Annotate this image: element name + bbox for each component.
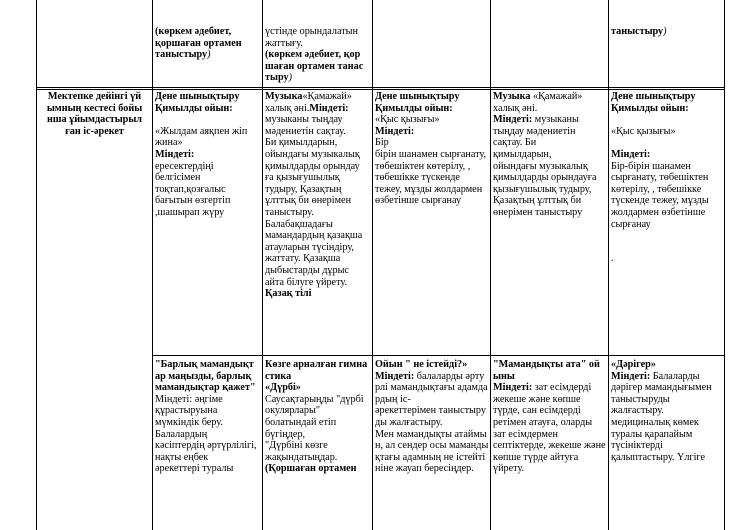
- text-run: «Қыс қызығы»: [611, 125, 676, 137]
- cell-text-line: [265, 207, 371, 219]
- text-run: Музыка: [493, 91, 531, 102]
- cell-text-line: [375, 371, 489, 383]
- text-run: көпше түрде айтуға: [493, 451, 579, 463]
- text-run: бірін шанамен сырғанату,: [375, 148, 487, 160]
- cell-text-line: [265, 253, 371, 265]
- text-run: Қимылды ойын:: [155, 102, 233, 114]
- cell-text-line: [155, 207, 261, 219]
- text-run: мамандықтар қажет": [155, 382, 256, 394]
- text-run: Міндеті:: [375, 370, 415, 382]
- cell-text-line: [611, 394, 723, 406]
- cell-text-line: [375, 429, 489, 441]
- bot-cell-col2: [155, 359, 261, 475]
- text-run: мамандардың қазақша: [265, 230, 363, 242]
- text-run: үстінде орындалатын: [265, 26, 358, 37]
- mid-cell-col4: [375, 91, 489, 207]
- text-run: «Дүрбі»: [265, 382, 301, 394]
- text-run: тыру: [265, 72, 289, 84]
- text-run: Бір-бірін шанамен: [611, 160, 691, 172]
- cell-text-line: [155, 463, 261, 475]
- text-run: нақты еңбек: [155, 451, 209, 463]
- table-border-col5: [490, 0, 491, 530]
- mid-cell-col2: [155, 91, 261, 219]
- cell-text-line: [611, 103, 723, 115]
- cell-text-line: [493, 103, 607, 115]
- text-run: Міндеті:: [611, 370, 651, 382]
- text-run: (көркем әдебиет, қор: [265, 49, 361, 61]
- text-run: түскенде тежеу, мұзды: [611, 195, 709, 207]
- table-border-left: [36, 0, 37, 530]
- text-run: жалғастыру.: [611, 405, 664, 417]
- cell-text-line: [155, 126, 261, 138]
- text-run: музыканы тыңдау: [265, 114, 343, 126]
- cell-text-line: [155, 161, 261, 173]
- cell-text-line: [493, 405, 607, 417]
- cell-text-line: [375, 114, 489, 126]
- cell-text-line: [265, 72, 371, 84]
- text-run: «Қамажай»: [302, 91, 352, 102]
- text-run: Міндеті:: [493, 114, 533, 126]
- cell-text-line: [155, 26, 261, 38]
- text-run: Көзге арналған гимна: [265, 359, 368, 370]
- cell-text-line: [265, 219, 371, 231]
- text-run: Міндеті: әңгіме: [155, 393, 223, 405]
- text-run: септіктерде, жекеше және: [493, 440, 606, 452]
- text-run: ересектердіңі: [155, 160, 214, 172]
- text-run: Саусақтарыңды "дүрбі: [265, 393, 364, 405]
- cell-text-line: [155, 114, 261, 126]
- cell-text-line: [265, 49, 371, 61]
- cell-text-line: [155, 371, 261, 383]
- text-run: шаған ортамен танас: [265, 60, 364, 72]
- text-run: мәдениетін сақтау.: [265, 125, 346, 137]
- text-run: кәсіптердің әртүрлілігі,: [155, 440, 257, 452]
- row-divider-top: [36, 87, 725, 88]
- text-run: қалыптастыру. Үлгіге: [611, 451, 705, 463]
- cell-text-line: [155, 49, 261, 61]
- table-border-col6: [608, 0, 609, 530]
- text-run: жекеше және көпше: [493, 393, 581, 405]
- text-run: таныстыру: [611, 26, 664, 37]
- cell-text-line: [375, 126, 489, 138]
- top-cell-col3: [265, 26, 371, 84]
- text-run: «Дәрігер»: [611, 359, 656, 370]
- text-run: ды жалғастыру.: [375, 416, 443, 428]
- text-run: Дене шынықтыру: [375, 91, 460, 102]
- cell-text-line: [265, 429, 371, 441]
- cell-text-line: [375, 394, 489, 406]
- text-run: үйрету.: [493, 463, 525, 475]
- cell-text-line: [265, 371, 371, 383]
- text-run: болатындай етіп: [265, 416, 337, 428]
- cell-text-line: [611, 440, 723, 452]
- bot-cell-col5: [493, 359, 607, 475]
- text-run: дәрігер мамандығымен: [611, 382, 712, 394]
- cell-text-line: [265, 463, 371, 475]
- text-run: таныстыру.: [265, 206, 314, 218]
- text-run: окулярлары": [265, 405, 320, 417]
- text-run: рдың іс-: [375, 393, 411, 405]
- cell-text-line: [611, 253, 723, 265]
- text-run: қимылдарды орындауға: [493, 172, 597, 184]
- cell-text-line: [493, 452, 607, 464]
- cell-text-line: [155, 417, 261, 429]
- cell-text-line: [265, 137, 371, 149]
- text-run: атауларын түсіндіру,: [265, 241, 354, 253]
- text-run: сырғанау: [611, 218, 651, 230]
- text-run: көтерілу, , төбешікке: [611, 183, 702, 195]
- cell-text-line: [611, 219, 723, 231]
- text-run: Балаларды: [650, 370, 700, 382]
- text-run: Бір: [375, 137, 389, 149]
- text-run: бағытын өзгертіп: [155, 195, 231, 207]
- text-run: жолдармен өзбетінше: [611, 206, 706, 218]
- text-run: ыны: [493, 370, 515, 382]
- cell-text-line: [155, 405, 261, 417]
- mid-cell-col6: [611, 91, 723, 265]
- text-run: ойындағы музыкалық: [493, 160, 588, 172]
- table-border-col3: [262, 0, 263, 530]
- text-run: төбешікке түскенде: [375, 172, 460, 184]
- cell-text-line: [375, 195, 489, 207]
- text-run: «Қамажай»: [530, 91, 583, 102]
- cell-text-line: [155, 149, 261, 161]
- cell-text-line: [265, 61, 371, 73]
- cell-text-line: [493, 382, 607, 394]
- cell-text-line: [155, 429, 261, 441]
- text-run: туралы қарапайым: [611, 428, 693, 440]
- text-run: Міндеті:: [493, 382, 533, 394]
- text-run: зат есімдерді: [532, 382, 592, 394]
- text-run: "Дүрбіні көзге: [265, 440, 328, 452]
- text-run: жаттығу.: [265, 37, 303, 49]
- cell-text-line: [375, 405, 489, 417]
- text-run: мүмкіндік беру.: [155, 416, 223, 428]
- cell-text-line: [611, 172, 723, 184]
- cell-text-line: [375, 382, 489, 394]
- cell-text-line: [493, 91, 607, 103]
- text-run: тыңдау мәдениетін: [493, 125, 576, 137]
- text-run: әрекеттері туралы: [155, 463, 234, 475]
- cell-text-line: [265, 405, 371, 417]
- cell-text-line: [155, 440, 261, 452]
- cell-text-line: [265, 195, 371, 207]
- cell-text-line: [611, 149, 723, 161]
- cell-text-line: [375, 184, 489, 196]
- text-run: ): [288, 72, 292, 84]
- cell-text-line: [611, 161, 723, 173]
- text-run: айта білуге үйрету.: [265, 276, 348, 288]
- text-run: қызығушылық тудыру,: [493, 183, 592, 195]
- top-cell-col2: [155, 26, 261, 61]
- text-run: «Жылдам аяқпен жіп: [155, 125, 248, 137]
- text-run: тоқтап,қозғалыс: [155, 183, 226, 195]
- text-run: Қимылды ойын:: [375, 102, 453, 114]
- cell-text-line: [375, 359, 489, 371]
- row-divider-bottom: [152, 355, 725, 356]
- text-run: қтағы адамның не істейті: [375, 451, 486, 463]
- cell-text-line: [611, 452, 723, 464]
- text-run: ): [663, 26, 667, 37]
- text-run: Дене шынықтыру: [611, 91, 696, 102]
- text-run: жина»: [155, 137, 183, 149]
- text-run: ): [207, 49, 211, 61]
- text-run: ға қызығушылық: [265, 172, 340, 184]
- cell-text-line: [375, 161, 489, 173]
- text-run: медициналық көмек: [611, 416, 699, 428]
- text-run: .: [611, 253, 614, 265]
- cell-text-line: [375, 452, 489, 464]
- cell-text-line: [265, 288, 371, 300]
- cell-text-line: [265, 172, 371, 184]
- cell-text-line: [611, 417, 723, 429]
- cell-text-line: [265, 359, 371, 371]
- text-run: таныстыру: [155, 49, 208, 61]
- text-run: қоршаған ортамен: [155, 37, 242, 49]
- text-run: Балалардың: [155, 428, 208, 440]
- text-run: түсініктерді: [611, 440, 663, 452]
- cell-text-line: [155, 195, 261, 207]
- text-run: рлі мамандықтағы адамда: [375, 382, 488, 394]
- cell-text-line: [265, 242, 371, 254]
- text-run: тудыру, Қазақтың: [265, 183, 342, 195]
- cell-text-line: [265, 91, 371, 103]
- text-run: сақтау. Би: [493, 137, 537, 149]
- cell-text-line: [493, 359, 607, 371]
- text-run: таныстыруды: [611, 393, 670, 405]
- text-run: жаттату. Қазақша: [265, 253, 341, 265]
- text-run: Балабақшадағы: [265, 218, 333, 230]
- cell-text-line: [375, 172, 489, 184]
- cell-text-line: [155, 452, 261, 464]
- cell-text-line: [265, 184, 371, 196]
- text-run: музыканы: [532, 114, 579, 126]
- cell-text-line: [493, 463, 607, 475]
- cell-text-line: [155, 91, 261, 103]
- text-run: Би қимылдарын,: [265, 137, 338, 149]
- text-run: өзбетінше сырғанау: [375, 195, 462, 207]
- text-run: қимылдарын,: [493, 148, 552, 160]
- cell-text-line: [265, 452, 371, 464]
- cell-text-line: [611, 230, 723, 242]
- text-run: Мен мамандықты атаймы: [375, 428, 487, 440]
- text-run: жақындатыңдар.: [265, 451, 338, 463]
- text-run: түрде, сан есімдерді: [493, 405, 581, 417]
- text-run: Ойын " не істейді?»: [375, 359, 468, 370]
- text-run: Қимылды ойын:: [611, 102, 689, 114]
- cell-text-line: [611, 242, 723, 254]
- cell-text-line: [493, 137, 607, 149]
- text-run: Қазақтың ұлттық би: [493, 195, 582, 207]
- bot-cell-col4: [375, 359, 489, 475]
- cell-text-line: [493, 429, 607, 441]
- cell-text-line: [265, 103, 371, 115]
- cell-text-line: [265, 277, 371, 289]
- cell-text-line: [493, 149, 607, 161]
- cell-text-line: [611, 184, 723, 196]
- table-border-right: [724, 0, 725, 530]
- cell-text-line: [155, 382, 261, 394]
- cell-text-line: [493, 440, 607, 452]
- mid-cell-col3: [265, 91, 371, 300]
- cell-text-line: [375, 463, 489, 475]
- text-run: халық әні.: [265, 102, 310, 114]
- text-run: Дене шынықтыру: [155, 91, 240, 102]
- cell-text-line: [611, 114, 723, 126]
- row-divider-top-2: [36, 89, 725, 90]
- cell-text-line: [611, 91, 723, 103]
- cell-text-line: [265, 161, 371, 173]
- cell-text-line: [611, 429, 723, 441]
- cell-text-line: [265, 440, 371, 452]
- text-run: ұлттық би өнерімен: [265, 195, 352, 207]
- text-run: Міндеті:: [375, 125, 415, 137]
- text-run: ніне жауап бересіңдер.: [375, 463, 474, 475]
- cell-text-line: [155, 137, 261, 149]
- text-run: "Мамандықты ата" ой: [493, 359, 600, 370]
- cell-text-line: [155, 359, 261, 371]
- cell-text-line: [611, 382, 723, 394]
- cell-text-line: [265, 126, 371, 138]
- bot-cell-col3: [265, 359, 371, 475]
- cell-text-line: [493, 417, 607, 429]
- cell-text-line: [155, 103, 261, 115]
- text-run: ар маңызды, барлық: [155, 370, 252, 382]
- cell-text-line: [265, 230, 371, 242]
- text-run: Қазақ тілі: [265, 288, 312, 300]
- cell-text-line: [493, 161, 607, 173]
- cell-text-line: [375, 103, 489, 115]
- cell-text-line: [493, 394, 607, 406]
- cell-text-line: [375, 440, 489, 452]
- text-run: төбешіктен көтерілу, ,: [375, 160, 471, 172]
- text-run: н, ал сендер осы маманды: [375, 440, 489, 452]
- top-cell-col6: [611, 26, 723, 38]
- text-run: белгісімен: [155, 172, 201, 184]
- text-run: ретімен атауға, оларды: [493, 416, 593, 428]
- cell-text-line: [611, 359, 723, 371]
- text-run: дыбыстарды дұрыс: [265, 264, 349, 276]
- cell-text-line: [611, 126, 723, 138]
- text-run: әрекеттерімен таныстыру: [375, 405, 486, 417]
- cell-text-line: [265, 382, 371, 394]
- cell-text-line: [493, 184, 607, 196]
- cell-text-line: [611, 26, 723, 38]
- cell-text-line: [493, 195, 607, 207]
- cell-text-line: [493, 172, 607, 184]
- text-run: (Қоршаған ортамен: [265, 463, 357, 475]
- cell-text-line: [265, 38, 371, 50]
- cell-text-line: [375, 91, 489, 103]
- cell-text-line: [493, 126, 607, 138]
- cell-text-line: [155, 184, 261, 196]
- table-border-col4: [372, 0, 373, 530]
- text-run: Міндеті:: [309, 102, 349, 114]
- cell-text-line: [265, 417, 371, 429]
- cell-text-line: [375, 137, 489, 149]
- text-run: қимылдарды орындау: [265, 160, 360, 172]
- mid-cell-col5: [493, 91, 607, 219]
- cell-text-line: [375, 417, 489, 429]
- text-run: "Барлық мамандықт: [155, 359, 254, 370]
- text-run: Музыка: [265, 91, 303, 102]
- text-run: «Қыс қызығы»: [375, 114, 440, 126]
- text-run: құрастыруына: [155, 405, 218, 417]
- cell-text-line: [611, 371, 723, 383]
- text-run: зат есімдермен: [493, 428, 558, 440]
- cell-text-line: [155, 38, 261, 50]
- text-run: Міндеті:: [155, 148, 195, 160]
- cell-text-line: [265, 149, 371, 161]
- cell-text-line: [611, 195, 723, 207]
- cell-text-line: [611, 207, 723, 219]
- table-border-col2: [152, 0, 153, 530]
- text-run: стика: [265, 370, 292, 382]
- text-run: Міндеті:: [611, 148, 651, 160]
- cell-text-line: [493, 371, 607, 383]
- cell-text-line: [155, 172, 261, 184]
- text-run: тежеу, мұзды жолдармен: [375, 183, 483, 195]
- cell-text-line: [611, 137, 723, 149]
- cell-text-line: [155, 394, 261, 406]
- text-run: ,шашырап жүру: [155, 206, 225, 218]
- cell-text-line: [493, 114, 607, 126]
- text-run: ойындағы музыкалық: [265, 148, 360, 160]
- text-run: бүгіңдер,: [265, 428, 306, 440]
- cell-text-line: [265, 114, 371, 126]
- row-label-organized-activity: Мектепке дейінгі үй ымның кестесі бойы нша ұйымдастырыл ған іс-әрекет: [46, 91, 143, 137]
- cell-text-line: [611, 405, 723, 417]
- cell-text-line: [375, 149, 489, 161]
- text-run: сырғанату, төбешіктен: [611, 172, 709, 184]
- text-run: халық әні.: [493, 102, 538, 114]
- text-run: (көркем әдебиет,: [155, 26, 232, 37]
- bot-cell-col6: [611, 359, 723, 463]
- cell-text-line: [265, 394, 371, 406]
- cell-text-line: [265, 26, 371, 38]
- cell-text-line: [493, 207, 607, 219]
- text-run: балаларды әрту: [414, 370, 485, 382]
- text-run: өнерімен таныстыру: [493, 206, 583, 218]
- cell-text-line: [265, 265, 371, 277]
